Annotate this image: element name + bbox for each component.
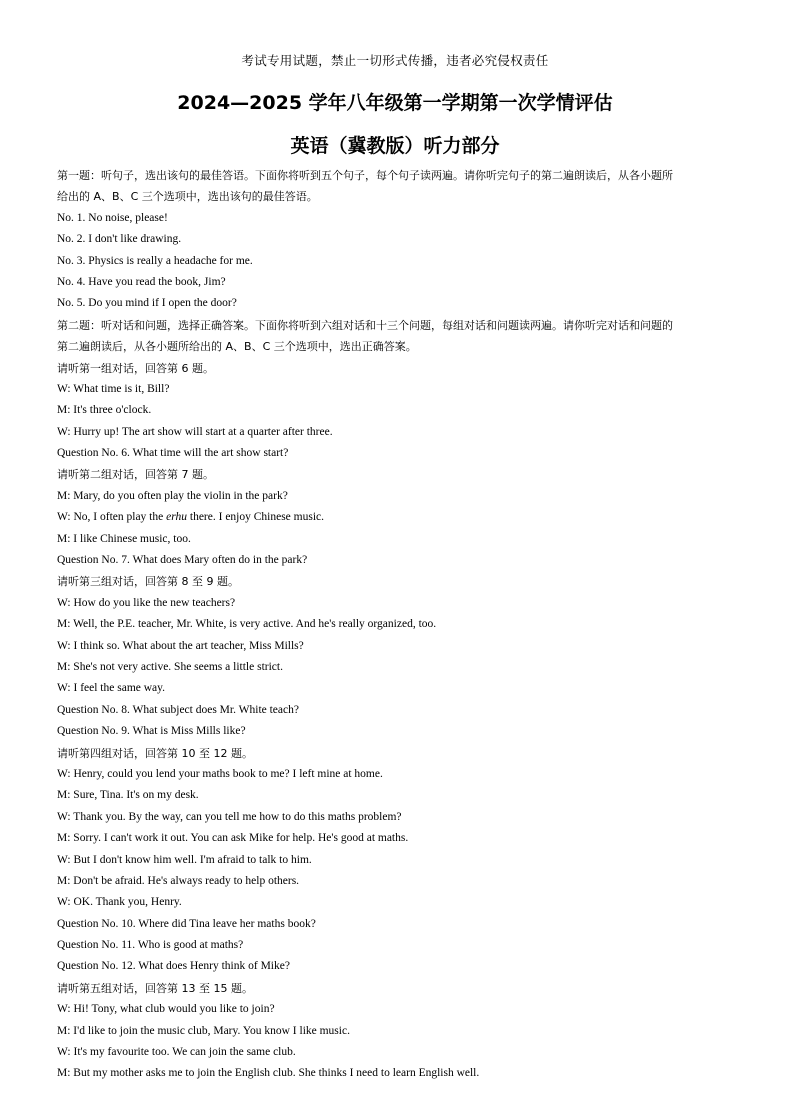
transcript-line: Question No. 7. What does Mary often do in the park? <box>57 554 308 567</box>
document-title: 2024—2025 学年八年级第一学期第一次学情评估 <box>177 92 613 114</box>
transcript-line: No. 5. Do you mind if I open the door? <box>57 297 237 310</box>
transcript-line: No. 1. No noise, please! <box>57 211 168 224</box>
transcript-line: No. 2. I don't like drawing. <box>57 233 182 246</box>
transcript-line: M: Well, the P.E. teacher, Mr. White, is very active. And he's really organized, too. <box>57 618 437 631</box>
copyright-notice: 考试专用试题，禁止一切形式传播，违者必究侵权责任 <box>241 53 549 68</box>
transcript-line: M: She's not very active. She seems a little strict. <box>57 660 283 673</box>
transcript-line: W: OK. Thank you, Henry. <box>57 896 182 909</box>
transcript-line: W: But I don't know him well. I'm afraid to talk to him. <box>57 853 312 866</box>
instruction-line: 请听第三组对话，回答第 8 至 9 题。 <box>57 575 239 589</box>
transcript-line: M: It's three o'clock. <box>57 404 152 417</box>
transcript-line: Question No. 11. Who is good at maths? <box>57 939 244 952</box>
transcript-line: M: I'd like to join the music club, Mary. You know I like music. <box>57 1024 350 1037</box>
instruction-line: 给出的 A、B、C 三个选项中，选出该句的最佳答语。 <box>57 190 318 204</box>
instruction-line: 请听第五组对话，回答第 13 至 15 题。 <box>57 981 253 995</box>
transcript-line: Question No. 6. What time will the art show start? <box>57 447 289 460</box>
transcript-line: Question No. 8. What subject does Mr. White teach? <box>57 703 299 716</box>
transcript-line: W: Hi! Tony, what club would you like to join? <box>57 1003 275 1016</box>
transcript-line: M: Mary, do you often play the violin in the park? <box>57 489 288 502</box>
instruction-line: 请听第二组对话，回答第 7 题。 <box>57 468 214 482</box>
transcript-line: W: Hurry up! The art show will start at a quarter after three. <box>57 425 333 438</box>
italic-word: erhu <box>166 511 187 524</box>
transcript-line: W: I think so. What about the art teacher, Miss Mills? <box>57 639 304 652</box>
transcript-line: Question No. 12. What does Henry think of Mike? <box>57 960 290 973</box>
instruction-line: 请听第四组对话，回答第 10 至 12 题。 <box>57 746 253 760</box>
transcript-line: W: Henry, could you lend your maths book to me? I left mine at home. <box>57 767 383 780</box>
transcript-line: No. 3. Physics is really a headache for me. <box>57 254 253 267</box>
transcript-line: M: Sorry. I can't work it out. You can ask Mike for help. He's good at maths. <box>57 832 409 845</box>
transcript-line: W: No, I often play the erhu there. I enjoy Chinese music. <box>57 511 325 524</box>
document-subtitle: 英语（冀教版）听力部分 <box>290 135 500 157</box>
transcript-line: W: How do you like the new teachers? <box>57 596 236 609</box>
transcript-line: M: But my mother asks me to join the English club. She thinks I need to learn English well. <box>57 1067 480 1080</box>
transcript-line: M: I like Chinese music, too. <box>57 532 191 545</box>
transcript-line: W: It's my favourite too. We can join the same club. <box>57 1046 296 1059</box>
instruction-line: 第二遍朗读后，从各小题所给出的 A、B、C 三个选项中，选出正确答案。 <box>57 340 417 354</box>
transcript-body <box>57 165 737 1085</box>
transcript-line: Question No. 10. Where did Tina leave her maths book? <box>57 917 316 930</box>
transcript-line: W: Thank you. By the way, can you tell me how to do this maths problem? <box>57 810 402 823</box>
transcript-line: W: I feel the same way. <box>57 682 166 695</box>
transcript-line: No. 4. Have you read the book, Jim? <box>57 275 226 288</box>
instruction-line: 第一题：听句子，选出该句的最佳答语。下面你将听到五个句子，每个句子读两遍。请你听完句子的第二遍朗读后，从各小题所 <box>57 169 673 182</box>
transcript-line: M: Sure, Tina. It's on my desk. <box>57 789 199 802</box>
transcript-line: M: Don't be afraid. He's always ready to help others. <box>57 874 300 887</box>
transcript-line: W: What time is it, Bill? <box>57 382 170 395</box>
transcript-line: Question No. 9. What is Miss Mills like? <box>57 725 246 738</box>
instruction-line: 请听第一组对话，回答第 6 题。 <box>57 361 214 375</box>
instruction-line: 第二题：听对话和问题，选择正确答案。下面你将听到六组对话和十三个问题，每组对话和问题读两遍。请你听完对话和问题的 <box>57 318 673 332</box>
